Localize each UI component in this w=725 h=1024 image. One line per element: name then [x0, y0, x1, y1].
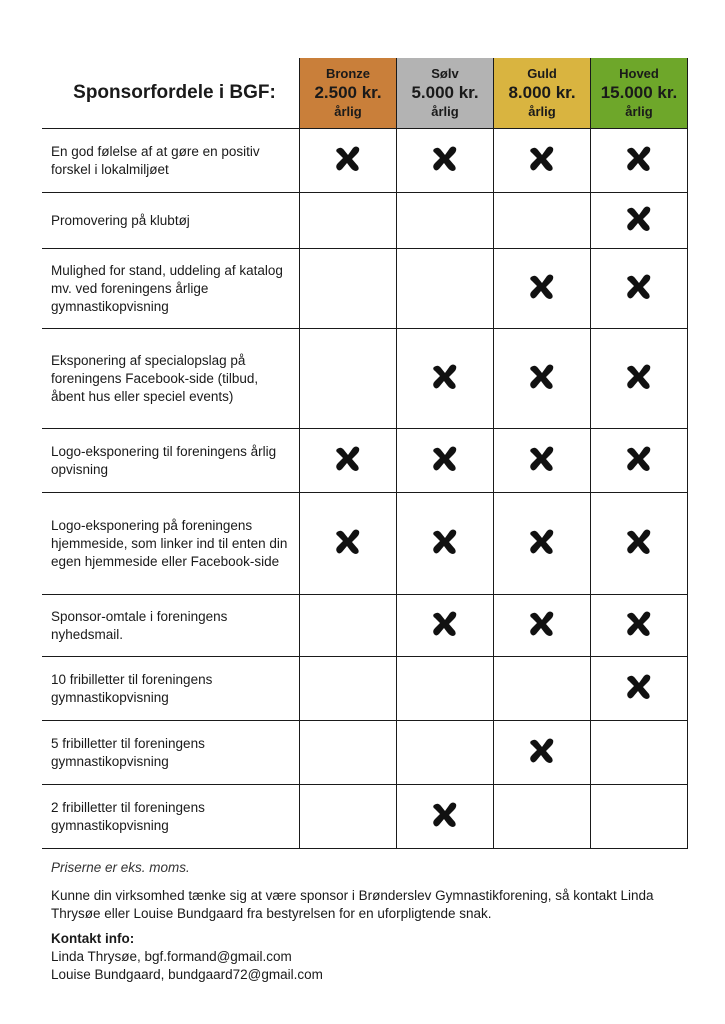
benefit-cell-guld: [494, 249, 591, 329]
benefit-rows: [42, 129, 688, 849]
benefit-label: Eksponering af specialopslag på foreningens Facebook-side (tilbud, åbent hus eller speciel events): [42, 329, 300, 429]
cross-mark-icon: [527, 361, 557, 391]
benefit-row: [42, 493, 688, 595]
tier-period: årlig: [334, 104, 362, 119]
benefit-cell-hoved: [591, 785, 688, 849]
tier-price: 5.000 kr.: [411, 83, 479, 102]
benefit-cell-solv: [397, 657, 494, 721]
benefit-cell-guld: [494, 657, 591, 721]
tier-header-guld: [494, 58, 591, 129]
tier-header-solv: [397, 58, 494, 129]
tier-name: Hoved: [619, 66, 659, 81]
cross-mark-icon: [527, 526, 557, 556]
cross-mark-icon: [624, 271, 654, 301]
benefit-cell-bronze: [300, 721, 397, 785]
benefit-cell-guld: [494, 721, 591, 785]
cross-mark-icon: [527, 143, 557, 173]
tier-name: Bronze: [325, 66, 371, 81]
benefit-cell-solv: [397, 785, 494, 849]
benefit-row: [42, 129, 688, 193]
cross-mark-icon: [430, 526, 460, 556]
cross-mark-icon: [430, 608, 460, 638]
benefit-cell-bronze: [300, 193, 397, 249]
cross-mark-icon: [624, 361, 654, 391]
tier-price: 2.500 kr.: [314, 83, 382, 102]
cross-mark-icon: [527, 608, 557, 638]
benefit-cell-bronze: [300, 785, 397, 849]
benefit-cell-solv: [397, 429, 494, 493]
benefit-row: [42, 721, 688, 785]
contact-line-linda: Linda Thrysøe, bgf.formand@gmail.com: [51, 949, 292, 964]
benefit-cell-guld: [494, 329, 591, 429]
benefit-row: [42, 329, 688, 429]
benefit-cell-guld: [494, 785, 591, 849]
benefit-label: 5 fribilletter til foreningens gymnastikopvisning: [42, 721, 300, 785]
tier-header-bronze: [300, 58, 397, 129]
cross-mark-icon: [624, 526, 654, 556]
benefit-cell-bronze: [300, 429, 397, 493]
benefit-row: [42, 429, 688, 493]
benefit-label: Promovering på klubtøj: [42, 193, 300, 249]
benefit-label: 10 fribilletter til foreningens gymnastikopvisning: [42, 657, 300, 721]
benefit-cell-hoved: [591, 721, 688, 785]
benefit-cell-hoved: [591, 329, 688, 429]
cross-mark-icon: [624, 671, 654, 701]
benefit-label: En god følelse af at gøre en positiv forskel i lokalmiljøet: [42, 129, 300, 193]
cross-mark-icon: [430, 799, 460, 829]
benefit-row: [42, 657, 688, 721]
benefit-cell-guld: [494, 129, 591, 193]
cross-mark-icon: [624, 443, 654, 473]
benefit-cell-bronze: [300, 595, 397, 657]
cross-mark-icon: [333, 443, 363, 473]
cross-mark-icon: [624, 143, 654, 173]
benefit-cell-guld: [494, 493, 591, 595]
benefit-cell-solv: [397, 595, 494, 657]
benefit-cell-solv: [397, 129, 494, 193]
cross-mark-icon: [430, 361, 460, 391]
benefit-cell-guld: [494, 193, 591, 249]
tier-price: 8.000 kr.: [508, 83, 576, 102]
contact-paragraph: Kunne din virksomhed tænke sig at være sponsor i Brønderslev Gymnastikforening, så kontakt Linda Thrysøe eller Louise Bundgaard fra bestyrelsen for en uforpligtende snak.: [51, 888, 654, 921]
benefit-cell-hoved: [591, 249, 688, 329]
benefit-cell-hoved: [591, 129, 688, 193]
cross-mark-icon: [430, 443, 460, 473]
benefit-cell-solv: [397, 329, 494, 429]
cross-mark-icon: [527, 735, 557, 765]
benefit-label: 2 fribilletter til foreningens gymnastikopvisning: [42, 785, 300, 849]
cross-mark-icon: [527, 443, 557, 473]
benefit-cell-hoved: [591, 657, 688, 721]
cross-mark-icon: [333, 526, 363, 556]
benefit-row: [42, 249, 688, 329]
title-cell: [42, 58, 300, 129]
contact-line-louise: Louise Bundgaard, bundgaard72@gmail.com: [51, 967, 323, 982]
benefit-cell-bronze: [300, 493, 397, 595]
tier-period: årlig: [528, 104, 556, 119]
contact-heading: Kontakt info:: [51, 931, 135, 946]
benefit-cell-guld: [494, 595, 591, 657]
benefit-cell-solv: [397, 721, 494, 785]
price-note: Priserne er eks. moms.: [51, 860, 190, 875]
benefit-cell-bronze: [300, 329, 397, 429]
benefit-cell-bronze: [300, 657, 397, 721]
cross-mark-icon: [624, 608, 654, 638]
cross-mark-icon: [624, 203, 654, 233]
tier-header-hoved: [591, 58, 688, 129]
benefit-label: Mulighed for stand, uddeling af katalog mv. ved foreningens årlige gymnastikopvisning: [42, 249, 300, 329]
tier-price: 15.000 kr.: [600, 83, 678, 102]
page-title: Sponsorfordele i BGF:: [73, 82, 276, 103]
benefit-cell-bronze: [300, 249, 397, 329]
benefit-cell-bronze: [300, 129, 397, 193]
tier-header-row: [42, 58, 688, 129]
benefit-cell-hoved: [591, 193, 688, 249]
benefit-row: [42, 785, 688, 849]
benefit-label: Logo-eksponering på foreningens hjemmeside, som linker ind til enten din egen hjemmeside eller Facebook-side: [42, 493, 300, 595]
benefit-cell-solv: [397, 249, 494, 329]
benefit-label: Logo-eksponering til foreningens årlig opvisning: [42, 429, 300, 493]
benefit-cell-hoved: [591, 493, 688, 595]
benefit-cell-solv: [397, 493, 494, 595]
cross-mark-icon: [430, 143, 460, 173]
benefit-row: [42, 193, 688, 249]
benefit-cell-guld: [494, 429, 591, 493]
sponsor-benefits-table: [42, 58, 688, 849]
cross-mark-icon: [333, 143, 363, 173]
benefit-label: Sponsor-omtale i foreningens nyhedsmail.: [42, 595, 300, 657]
benefit-row: [42, 595, 688, 657]
benefit-cell-hoved: [591, 429, 688, 493]
tier-name: Guld: [527, 66, 557, 81]
cross-mark-icon: [527, 271, 557, 301]
benefit-cell-solv: [397, 193, 494, 249]
tier-name: Sølv: [431, 66, 459, 81]
tier-period: årlig: [431, 104, 459, 119]
benefit-cell-hoved: [591, 595, 688, 657]
tier-period: årlig: [625, 104, 653, 119]
